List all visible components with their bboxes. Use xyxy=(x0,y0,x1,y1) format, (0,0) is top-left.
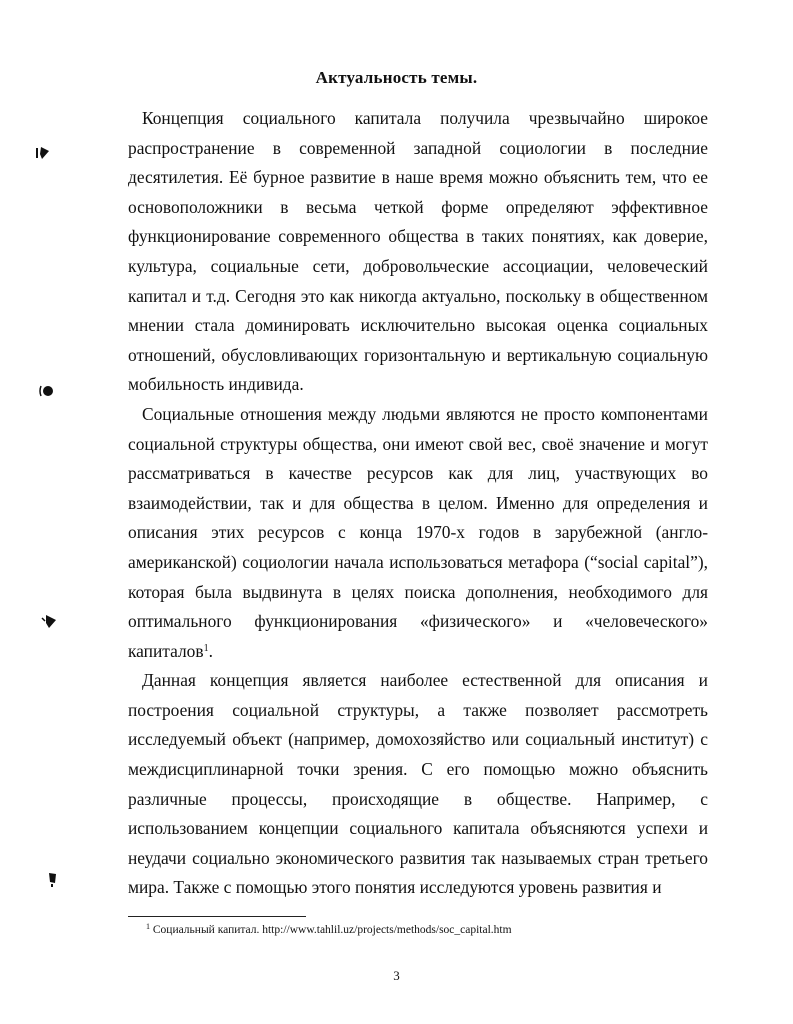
footnote-marker: 1 xyxy=(146,922,150,931)
footnote-reference[interactable]: 1 xyxy=(203,642,209,654)
punch-hole-mark-icon xyxy=(38,382,56,400)
paragraph-2 xyxy=(128,400,708,666)
footnote-divider xyxy=(128,916,306,917)
page-title: Актуальность темы. xyxy=(315,68,478,87)
punch-hole-mark-icon xyxy=(34,144,52,162)
page-number: 3 xyxy=(393,968,400,983)
footnote-text: Социальный капитал. http://www.tahlil.uz/projects/methods/soc_capital.htm xyxy=(152,924,512,936)
punch-hole-mark-icon xyxy=(40,612,58,630)
paragraph-2-end: . xyxy=(208,640,213,661)
body-text xyxy=(128,104,708,903)
paragraph-1: Концепция социального капитала получила чрезвычайно широкое распространение в современной западной социологии в последние десятилетия. Её бурное развитие в наше время можно объяснить тем, что ее основоположники в весьма четкой форме определяют эффективное функционирование современного общества в таких понятиях, как доверие, культура, социальные сети, добровольческие ассоциации, человеческий капитал и т.д. Сегодня это как никогда актуально, поскольку в общественном мнении стала доминировать исключительно высокая оценка социальных отношений, обусловливающих горизонтальную и вертикальную социальную мобильность индивида. xyxy=(128,108,708,395)
paragraph-2-text: Социальные отношения между людьми являются не просто компонентами социальной структуры общества, они имеют свой вес, своё значение и могут рассматриваться в качестве ресурсов как для лиц, участвующих во взаимодействии, так и для общества в целом. Именно для определения и описания этих ресурсов с конца 1970-х годов в зарубежной (англо-американской) социологии начала использоваться метафора (“social capital”), которая была выдвинута в целях поиска дополнения, необходимого для оптимального функционирования «физического» и «человеческого» капиталов xyxy=(128,403,708,661)
punch-hole-mark-icon xyxy=(44,870,62,888)
footnote xyxy=(146,924,512,936)
paragraph-3: Данная концепция является наиболее естественной для описания и построения социальной структуры, а также позволяет рассмотреть исследуемый объект (например, домохозяйство или социальный институт) с междисциплинарной точки зрения. С его помощью можно объяснить различные процессы, происходящие в обществе. Например, с использованием концепции социального капитала объясняются успехи и неудачи социально экономического развития так называемых стран третьего мира. Также с помощью этого понятия исследуются уровень развития и xyxy=(128,670,708,898)
